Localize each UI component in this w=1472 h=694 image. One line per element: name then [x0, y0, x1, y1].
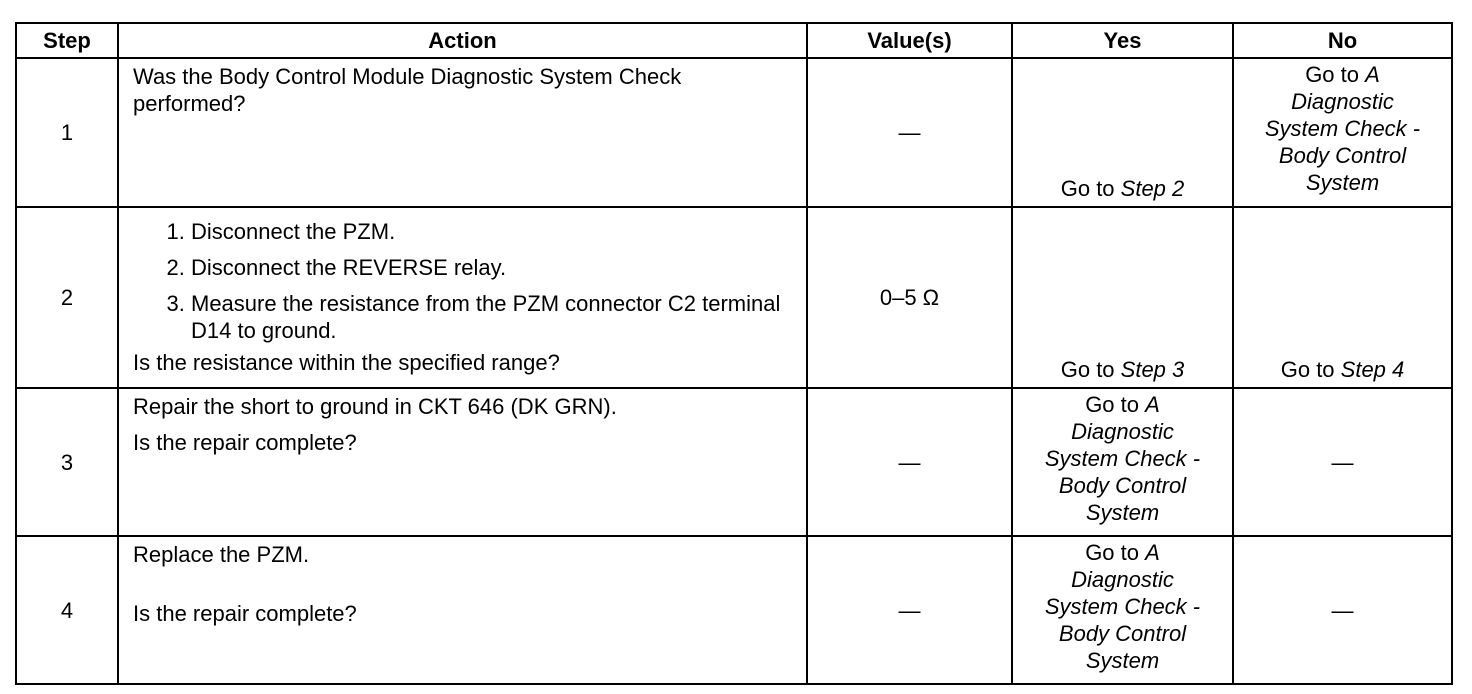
step-number: 4 — [16, 536, 118, 684]
header-values: Value(s) — [807, 23, 1012, 58]
no-dash: — — [1331, 597, 1354, 623]
list-item: 1. Disconnect the PZM. — [191, 218, 796, 245]
no-dash: — — [1331, 449, 1354, 475]
action-question: Is the resistance within the specified range? — [133, 350, 560, 375]
step-number: 3 — [16, 388, 118, 536]
header-yes: Yes — [1012, 23, 1233, 58]
action-line: Repair the short to ground in CKT 646 (DK GRN). — [133, 394, 617, 419]
action-question: Was the Body Control Module Diagnostic System Check performed? — [133, 64, 682, 116]
yes-prefix: Go to — [1085, 392, 1146, 417]
action-question: Is the repair complete? — [133, 430, 357, 455]
no-cell — [1233, 536, 1452, 684]
table-row — [16, 388, 1452, 536]
action-cell — [118, 536, 807, 684]
table-row — [16, 58, 1452, 207]
yes-cell — [1012, 207, 1233, 388]
value-cell — [807, 536, 1012, 684]
no-cell — [1233, 207, 1452, 388]
no-prefix: Go to — [1305, 62, 1366, 87]
value-cell — [807, 388, 1012, 536]
value-dash: — — [898, 449, 921, 475]
step-number: 1 — [16, 58, 118, 207]
no-prefix: Go to — [1280, 357, 1341, 382]
value-cell — [807, 58, 1012, 207]
header-step: Step — [16, 23, 118, 58]
value-cell — [807, 207, 1012, 388]
yes-prefix: Go to — [1060, 357, 1121, 382]
yes-cell — [1012, 536, 1233, 684]
header-action: Action — [118, 23, 807, 58]
value-range: 0–5 Ω — [879, 285, 940, 310]
no-target-link[interactable]: Step 4 — [1340, 357, 1405, 382]
value-dash: — — [898, 120, 921, 145]
header-no: No — [1233, 23, 1452, 58]
step-number: 2 — [16, 207, 118, 388]
value-dash: — — [898, 597, 921, 623]
diagnostic-table — [15, 22, 1453, 685]
yes-target-link[interactable]: A Diagnostic System Check - Body Control System — [1044, 392, 1201, 525]
yes-target-link[interactable]: Step 3 — [1120, 357, 1185, 382]
action-steps-list — [133, 218, 796, 344]
yes-cell — [1012, 388, 1233, 536]
action-question: Is the repair complete? — [133, 601, 357, 626]
yes-target-link[interactable]: Step 2 — [1120, 176, 1185, 201]
header-row — [16, 23, 1452, 58]
table-row — [16, 207, 1452, 388]
yes-prefix: Go to — [1060, 176, 1121, 201]
list-item: 3. Measure the resistance from the PZM connector C2 terminal D14 to ground. — [191, 290, 791, 344]
action-cell — [118, 388, 807, 536]
action-cell — [118, 58, 807, 207]
no-target-link[interactable]: A Diagnostic System Check - Body Control System — [1264, 62, 1421, 195]
no-cell — [1233, 58, 1452, 207]
yes-prefix: Go to — [1085, 540, 1146, 565]
no-cell — [1233, 388, 1452, 536]
table-row — [16, 536, 1452, 684]
action-cell — [118, 207, 807, 388]
yes-cell — [1012, 58, 1233, 207]
yes-target-link[interactable]: A Diagnostic System Check - Body Control System — [1044, 540, 1201, 673]
list-item: 2. Disconnect the REVERSE relay. — [191, 254, 796, 281]
action-line: Replace the PZM. — [133, 542, 310, 567]
